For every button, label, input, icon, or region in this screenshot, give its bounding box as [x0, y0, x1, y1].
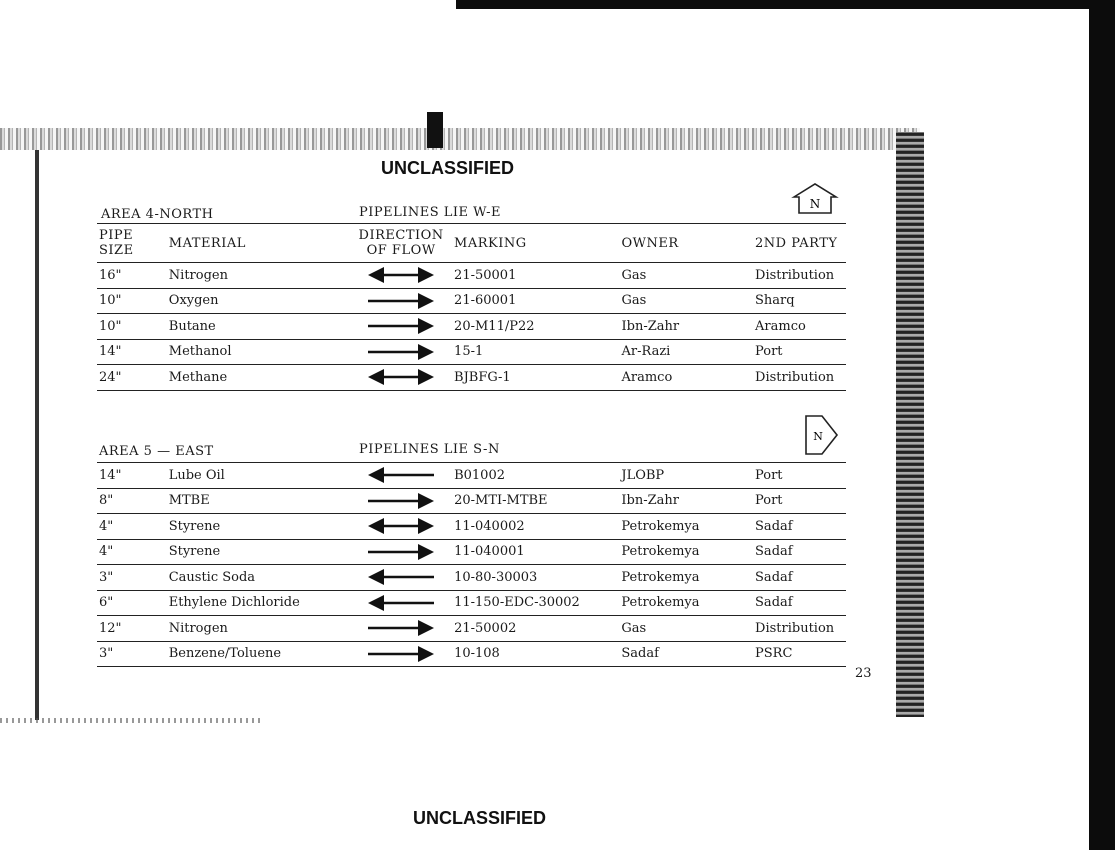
- marking-cell: 10-108: [454, 641, 621, 667]
- col-marking: MARKING: [454, 224, 621, 263]
- table-row: [97, 565, 846, 591]
- material-cell: Styrene: [169, 514, 349, 540]
- second-party-cell: Distribution: [755, 365, 846, 391]
- pipe-size-cell: 14": [97, 463, 169, 488]
- classification-banner-top: UNCLASSIFIED: [381, 158, 515, 178]
- direction-cell: [348, 488, 454, 514]
- pipe-size-cell: 3": [97, 641, 169, 667]
- material-cell: Methanol: [169, 339, 348, 365]
- material-cell: Butane: [169, 314, 348, 340]
- direction-cell: [348, 616, 454, 642]
- material-cell: Nitrogen: [169, 263, 348, 289]
- marking-cell: BJBFG-1: [454, 365, 621, 391]
- scan-left-edge: [35, 150, 39, 720]
- second-party-cell: PSRC: [755, 641, 846, 667]
- col-second-party: 2ND PARTY: [755, 224, 846, 263]
- second-party-cell: Sadaf: [755, 565, 846, 591]
- pipe-size-cell: 4": [97, 539, 169, 565]
- owner-cell: Petrokemya: [621, 565, 755, 591]
- arrow-left-icon: [366, 594, 436, 612]
- pipe-size-cell: 6": [97, 590, 169, 616]
- pipe-size-cell: 12": [97, 616, 169, 642]
- double-arrow-icon: [366, 266, 436, 284]
- table-row: [97, 514, 846, 540]
- north-label: N: [813, 430, 823, 443]
- direction-cell: [348, 463, 454, 488]
- pipe-size-cell: 8": [97, 488, 169, 514]
- area1-orientation: PIPELINES LIE W-E: [359, 205, 501, 220]
- arrow-left-icon: [366, 568, 436, 586]
- pipe-size-cell: 16": [97, 263, 169, 289]
- scan-header-mark: [427, 112, 443, 148]
- marking-cell: 20-M11/P22: [454, 314, 621, 340]
- classification-banner-bottom: UNCLASSIFIED: [413, 808, 547, 828]
- marking-cell: 15-1: [454, 339, 621, 365]
- double-arrow-icon: [366, 517, 436, 535]
- material-cell: MTBE: [169, 488, 349, 514]
- scan-right-bar: [1089, 0, 1115, 850]
- owner-cell: Ibn-Zahr: [621, 314, 755, 340]
- material-cell: Ethylene Dichloride: [169, 590, 349, 616]
- col-pipe-size: PIPE SIZE: [97, 224, 169, 263]
- second-party-cell: Aramco: [755, 314, 846, 340]
- marking-cell: 21-60001: [454, 288, 621, 314]
- second-party-cell: Port: [755, 463, 846, 488]
- direction-cell: [348, 339, 454, 365]
- second-party-cell: Port: [755, 488, 846, 514]
- direction-cell: [348, 641, 454, 667]
- owner-cell: Sadaf: [621, 641, 755, 667]
- table-row: [97, 641, 846, 667]
- material-cell: Styrene: [169, 539, 349, 565]
- table-row: [97, 463, 846, 488]
- material-cell: Methane: [169, 365, 348, 391]
- material-cell: Caustic Soda: [169, 565, 349, 591]
- area2-orientation: PIPELINES LIE S-N: [359, 442, 500, 457]
- pipe-size-cell: 3": [97, 565, 169, 591]
- owner-cell: Ibn-Zahr: [621, 488, 755, 514]
- scan-bottom-noise: [0, 718, 260, 723]
- north-right-icon: [804, 413, 840, 459]
- owner-cell: JLOBP: [621, 463, 755, 488]
- table-row: [97, 365, 846, 391]
- pipe-size-cell: 10": [97, 314, 169, 340]
- arrow-right-icon: [366, 543, 436, 561]
- second-party-cell: Distribution: [755, 616, 846, 642]
- owner-cell: Ar-Razi: [621, 339, 755, 365]
- second-party-cell: Sadaf: [755, 590, 846, 616]
- pipe-size-cell: 4": [97, 514, 169, 540]
- arrow-right-icon: [366, 292, 436, 310]
- marking-cell: 21-50002: [454, 616, 621, 642]
- scan-header-noise: [0, 128, 920, 150]
- north-up-icon: [790, 182, 840, 216]
- owner-cell: Petrokemya: [621, 514, 755, 540]
- table-row: [97, 288, 846, 314]
- col-material: MATERIAL: [169, 224, 348, 263]
- marking-cell: 21-50001: [454, 263, 621, 289]
- arrow-right-icon: [366, 645, 436, 663]
- direction-cell: [348, 539, 454, 565]
- second-party-cell: Sadaf: [755, 539, 846, 565]
- pipe-size-cell: 14": [97, 339, 169, 365]
- pipe-size-cell: 24": [97, 365, 169, 391]
- double-arrow-icon: [366, 368, 436, 386]
- material-cell: Oxygen: [169, 288, 348, 314]
- owner-cell: Gas: [621, 263, 755, 289]
- marking-cell: 11-150-EDC-30002: [454, 590, 621, 616]
- table-row: [97, 539, 846, 565]
- owner-cell: Gas: [621, 288, 755, 314]
- direction-cell: [348, 263, 454, 289]
- second-party-cell: Port: [755, 339, 846, 365]
- area1-title: AREA 4-NORTH: [101, 207, 214, 222]
- scan-top-bar: [456, 0, 1115, 9]
- area1-table: [97, 224, 846, 391]
- scan-right-edge: [896, 132, 924, 717]
- arrow-right-icon: [366, 317, 436, 335]
- table-row: [97, 488, 846, 514]
- area2-table: [97, 463, 846, 667]
- second-party-cell: Sadaf: [755, 514, 846, 540]
- direction-cell: [348, 288, 454, 314]
- second-party-cell: Distribution: [755, 263, 846, 289]
- material-cell: Benzene/Toluene: [169, 641, 349, 667]
- arrow-right-icon: [366, 492, 436, 510]
- area2-title: AREA 5 — EAST: [99, 444, 214, 459]
- table-row: [97, 616, 846, 642]
- material-cell: Lube Oil: [169, 463, 349, 488]
- material-cell: Nitrogen: [169, 616, 349, 642]
- direction-cell: [348, 590, 454, 616]
- marking-cell: 11-040001: [454, 539, 621, 565]
- direction-cell: [348, 514, 454, 540]
- owner-cell: Aramco: [621, 365, 755, 391]
- table-row: [97, 263, 846, 289]
- arrow-right-icon: [366, 619, 436, 637]
- pipe-size-cell: 10": [97, 288, 169, 314]
- col-owner: OWNER: [621, 224, 755, 263]
- page-number: 23: [855, 666, 872, 681]
- table-row: [97, 339, 846, 365]
- marking-cell: 11-040002: [454, 514, 621, 540]
- marking-cell: 20-MTI-MTBE: [454, 488, 621, 514]
- owner-cell: Petrokemya: [621, 590, 755, 616]
- table-row: [97, 590, 846, 616]
- owner-cell: Gas: [621, 616, 755, 642]
- arrow-right-icon: [366, 343, 436, 361]
- owner-cell: Petrokemya: [621, 539, 755, 565]
- col-direction: DIRECTION OF FLOW: [348, 224, 454, 263]
- direction-cell: [348, 365, 454, 391]
- north-label: N: [809, 197, 821, 211]
- table-row: [97, 314, 846, 340]
- marking-cell: B01002: [454, 463, 621, 488]
- marking-cell: 10-80-30003: [454, 565, 621, 591]
- table-header-row: [97, 224, 846, 263]
- direction-cell: [348, 565, 454, 591]
- direction-cell: [348, 314, 454, 340]
- second-party-cell: Sharq: [755, 288, 846, 314]
- arrow-left-icon: [366, 466, 436, 484]
